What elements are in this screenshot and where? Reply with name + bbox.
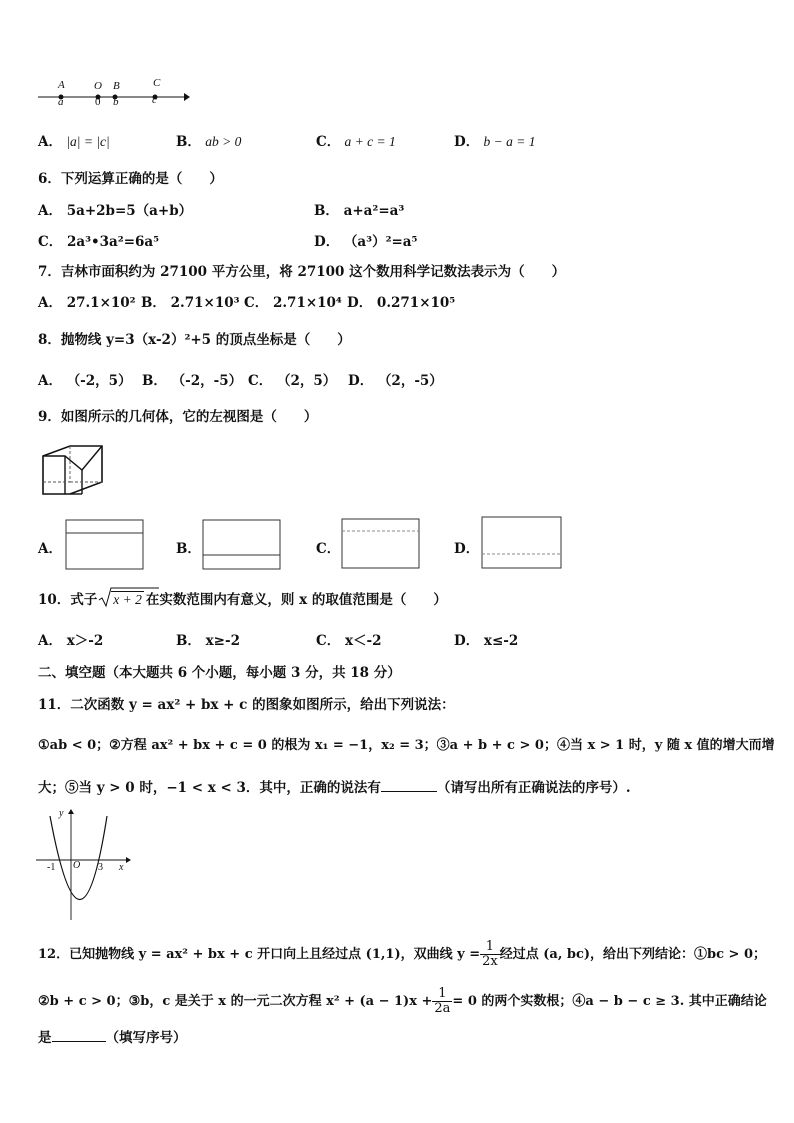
q8-option-a[interactable]: A． （-2，5）	[38, 373, 132, 389]
q10-option-d[interactable]: D． x≤-2	[454, 633, 519, 649]
q8-option-c[interactable]: C． （2，5）	[248, 373, 337, 389]
q7-option-b[interactable]: B． 2.71×10³	[141, 295, 240, 311]
sqrt-expression: x + 2	[99, 592, 144, 608]
q9-option-b[interactable]: B．	[176, 541, 201, 557]
q6-option-a[interactable]: A． 5a+2b=5（a+b）	[38, 203, 193, 219]
section-heading: 二、填空题（本大题共 6 个小题，每小题 3 分，共 18 分）	[38, 665, 401, 681]
q6-option-c[interactable]: C． 2a³•3a²=6a⁵	[38, 234, 160, 250]
q11-answer-blank[interactable]	[381, 779, 437, 792]
graph-y-label: y	[59, 808, 64, 819]
q7-option-c[interactable]: C． 2.71×10⁴	[244, 295, 342, 311]
q12-line3: 是 （填写序号）	[38, 1030, 187, 1046]
q12-line1: 12．已知抛物线 y = ax² + bx + c 开口向上且经过点 (1,1)，双曲线 y = $\frac{1}{2x}$ 经过点 (a, bc)，给出下列结论：①bc > 0；	[38, 939, 767, 969]
point-label-O: O	[94, 80, 102, 92]
value-label-b: b	[113, 96, 119, 108]
graph-x-label: x	[119, 862, 124, 873]
q10-option-a[interactable]: A． x＞-2	[38, 633, 104, 649]
point-label-A: A	[58, 79, 65, 91]
graph-origin-label: O	[73, 860, 81, 871]
point-label-C: C	[153, 77, 161, 89]
q6-stem: 6．下列运算正确的是（ ）	[38, 171, 223, 187]
q11-line3: 大；⑤当 y > 0 时，−1 < x < 3．其中，正确的说法有 （请写出所有正确说法的序号）.	[38, 780, 631, 796]
q5-option-b[interactable]: B． ab > 0	[176, 134, 242, 150]
q9-option-a[interactable]: A．	[38, 541, 62, 557]
q10-option-c[interactable]: C． x＜-2	[316, 633, 382, 649]
q11-line1: 11．二次函数 y = ax² + bx + c 的图象如图所示，给出下列说法：	[38, 697, 455, 713]
q7-option-d[interactable]: D． 0.271×10⁵	[347, 295, 456, 311]
q5-option-c[interactable]: C． a + c = 1	[316, 134, 396, 150]
q10-option-b[interactable]: B． x≥-2	[176, 633, 240, 649]
q9-option-a-view	[65, 519, 145, 571]
graph-neg1-label: -1	[47, 862, 56, 873]
graph-three-label: 3	[98, 862, 103, 873]
q12-answer-blank[interactable]	[52, 1029, 106, 1042]
q10-stem: 10．式子 x + 2 在实数范围内有意义，则 x 的取值范围是（ ）	[38, 588, 447, 608]
q7-option-a[interactable]: A． 27.1×10²	[38, 295, 136, 311]
q9-stem: 9．如图所示的几何体，它的左视图是（ ）	[38, 409, 318, 425]
point-label-B: B	[113, 80, 120, 92]
q12-fraction-2: $\frac{1}{2a}$	[434, 986, 451, 1016]
q9-option-c-view	[341, 518, 421, 570]
q5-option-a[interactable]: A． |a| = |c|	[38, 134, 110, 150]
value-label-a: a	[58, 96, 64, 108]
q12-line2: ②b + c > 0；③b，c 是关于 x 的一元二次方程 x² + (a − 1)x + $\frac{1}{2a}$ = 0 的两个实数根；④a − b − c ≥ 3. 其中正确结论	[38, 986, 767, 1016]
q9-option-d[interactable]: D．	[454, 541, 480, 557]
q9-option-b-view	[202, 519, 282, 571]
q8-stem: 8．抛物线 y=3（x-2）²+5 的顶点坐标是（ ）	[38, 332, 351, 348]
q12-fraction-1: $\frac{1}{2x}$	[482, 939, 498, 969]
q8-option-b[interactable]: B． （-2，-5）	[142, 373, 243, 389]
q9-option-c[interactable]: C．	[316, 541, 341, 557]
q6-option-d[interactable]: D． （a³）²=a⁵	[314, 234, 418, 250]
solid-figure	[40, 442, 110, 502]
q7-stem: 7．吉林市面积约为 27100 平方公里，将 27100 这个数用科学记数法表示为（ ）	[38, 264, 566, 280]
q11-line2: ①ab < 0；②方程 ax² + bx + c = 0 的根为 x₁ = −1，x₂ = 3；③a + b + c > 0；④当 x > 1 时，y 随 x 值的增大而增	[38, 738, 775, 753]
q5-option-d[interactable]: D． b − a = 1	[454, 134, 536, 150]
q6-option-b[interactable]: B． a+a²=a³	[314, 203, 405, 219]
value-label-c: c	[152, 94, 157, 106]
q9-option-d-view	[481, 516, 563, 570]
q8-option-d[interactable]: D． （2，-5）	[348, 373, 443, 389]
value-label-zero: 0	[95, 96, 101, 108]
